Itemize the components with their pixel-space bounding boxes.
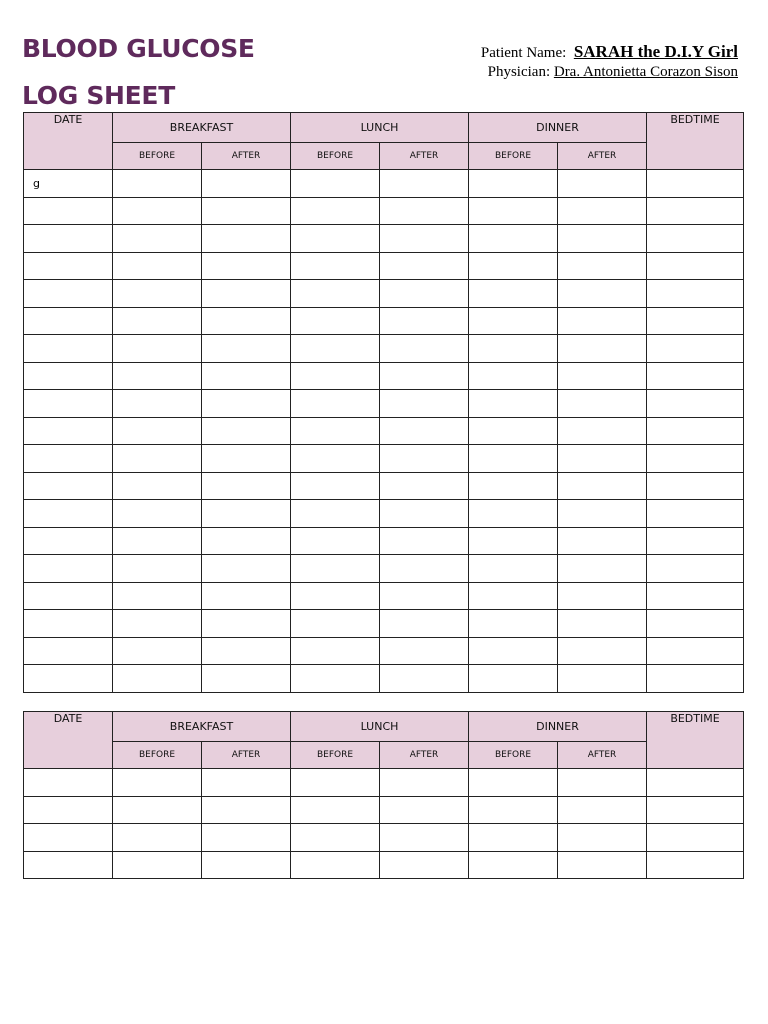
log-cell-lunch-before[interactable] (291, 472, 380, 500)
log-cell-date[interactable] (24, 362, 113, 390)
table-row (24, 225, 744, 253)
log-cell-dinner-before[interactable] (469, 170, 558, 198)
log-cell-lunch-after[interactable] (380, 170, 469, 198)
log-cell-breakfast-before[interactable] (113, 252, 202, 280)
log-cell-lunch-before[interactable] (291, 851, 380, 879)
log-cell-breakfast-before[interactable] (113, 362, 202, 390)
header-date: DATE (24, 712, 113, 769)
log-cell-breakfast-after[interactable] (202, 637, 291, 665)
log-cell-dinner-after[interactable] (558, 390, 647, 418)
log-cell-bedtime[interactable] (647, 335, 744, 363)
log-cell-bedtime[interactable] (647, 472, 744, 500)
log-cell-breakfast-before[interactable] (113, 445, 202, 473)
log-cell-lunch-after[interactable] (380, 555, 469, 583)
log-cell-dinner-after[interactable] (558, 527, 647, 555)
log-cell-date[interactable]: g (24, 170, 113, 198)
table-row (24, 555, 744, 583)
table-row (24, 637, 744, 665)
log-cell-lunch-before[interactable] (291, 637, 380, 665)
log-cell-breakfast-after[interactable] (202, 610, 291, 638)
table-row (24, 335, 744, 363)
log-cell-breakfast-after[interactable] (202, 472, 291, 500)
log-cell-dinner-after[interactable] (558, 665, 647, 693)
log-cell-lunch-after[interactable] (380, 472, 469, 500)
table-row (24, 824, 744, 852)
log-cell-dinner-before[interactable] (469, 851, 558, 879)
header-dinner-after: AFTER (558, 742, 647, 769)
log-cell-dinner-before[interactable] (469, 252, 558, 280)
table-row (24, 362, 744, 390)
log-cell-lunch-before[interactable] (291, 796, 380, 824)
log-cell-dinner-after[interactable] (558, 445, 647, 473)
header-dinner: DINNER (469, 712, 647, 742)
header-breakfast: BREAKFAST (113, 712, 291, 742)
log-cell-date[interactable] (24, 769, 113, 797)
page-title-line-2: LOG SHEET (22, 81, 175, 110)
log-cell-bedtime[interactable] (647, 582, 744, 610)
log-cell-date[interactable] (24, 252, 113, 280)
log-cell-breakfast-before[interactable] (113, 280, 202, 308)
patient-name-value: SARAH the D.I.Y Girl (573, 42, 738, 61)
log-cell-dinner-after[interactable] (558, 610, 647, 638)
log-cell-date[interactable] (24, 610, 113, 638)
log-cell-dinner-after[interactable] (558, 417, 647, 445)
log-cell-lunch-before[interactable] (291, 390, 380, 418)
table-row (24, 252, 744, 280)
log-cell-lunch-after[interactable] (380, 500, 469, 528)
header-breakfast-after: AFTER (202, 742, 291, 769)
log-cell-breakfast-after[interactable] (202, 500, 291, 528)
log-cell-breakfast-after[interactable] (202, 445, 291, 473)
log-cell-breakfast-before[interactable] (113, 307, 202, 335)
log-cell-bedtime[interactable] (647, 197, 744, 225)
log-cell-dinner-after[interactable] (558, 252, 647, 280)
log-cell-breakfast-after[interactable] (202, 335, 291, 363)
log-cell-dinner-before[interactable] (469, 796, 558, 824)
log-cell-breakfast-after[interactable] (202, 280, 291, 308)
log-cell-lunch-after[interactable] (380, 824, 469, 852)
log-cell-lunch-after[interactable] (380, 582, 469, 610)
log-cell-lunch-after[interactable] (380, 769, 469, 797)
log-cell-breakfast-after[interactable] (202, 252, 291, 280)
log-cell-breakfast-before[interactable] (113, 472, 202, 500)
log-cell-bedtime[interactable] (647, 170, 744, 198)
log-cell-breakfast-after[interactable] (202, 417, 291, 445)
table-row (24, 472, 744, 500)
log-cell-dinner-before[interactable] (469, 225, 558, 253)
log-cell-lunch-before[interactable] (291, 170, 380, 198)
physician-field (488, 64, 738, 81)
log-cell-lunch-after[interactable] (380, 637, 469, 665)
log-cell-dinner-before[interactable] (469, 445, 558, 473)
log-cell-date[interactable] (24, 335, 113, 363)
log-cell-dinner-after[interactable] (558, 824, 647, 852)
log-cell-dinner-before[interactable] (469, 555, 558, 583)
log-cell-bedtime[interactable] (647, 824, 744, 852)
log-cell-bedtime[interactable] (647, 362, 744, 390)
log-cell-dinner-after[interactable] (558, 582, 647, 610)
log-cell-breakfast-after[interactable] (202, 225, 291, 253)
table-row (24, 500, 744, 528)
log-cell-lunch-after[interactable] (380, 225, 469, 253)
log-cell-lunch-before[interactable] (291, 665, 380, 693)
log-cell-breakfast-after[interactable] (202, 197, 291, 225)
table-row (24, 582, 744, 610)
log-cell-dinner-after[interactable] (558, 197, 647, 225)
physician-label: Physician: (487, 64, 551, 80)
log-cell-date[interactable] (24, 796, 113, 824)
header-breakfast: BREAKFAST (113, 113, 291, 143)
log-cell-dinner-before[interactable] (469, 500, 558, 528)
header-dinner-before: BEFORE (469, 143, 558, 170)
log-cell-dinner-after[interactable] (558, 307, 647, 335)
log-cell-lunch-before[interactable] (291, 445, 380, 473)
log-cell-dinner-before[interactable] (469, 527, 558, 555)
header-dinner-before: BEFORE (469, 742, 558, 769)
log-cell-dinner-after[interactable] (558, 170, 647, 198)
log-cell-breakfast-before[interactable] (113, 390, 202, 418)
log-cell-breakfast-after[interactable] (202, 769, 291, 797)
table-row (24, 197, 744, 225)
log-cell-lunch-after[interactable] (380, 417, 469, 445)
log-cell-date[interactable] (24, 582, 113, 610)
log-cell-bedtime[interactable] (647, 796, 744, 824)
log-cell-lunch-before[interactable] (291, 362, 380, 390)
log-cell-bedtime[interactable] (647, 307, 744, 335)
log-cell-date[interactable] (24, 390, 113, 418)
header-dinner-after: AFTER (558, 143, 647, 170)
log-cell-dinner-before[interactable] (469, 390, 558, 418)
glucose-log-table-1 (23, 112, 744, 693)
log-cell-breakfast-before[interactable] (113, 610, 202, 638)
table-row (24, 527, 744, 555)
table-row (24, 390, 744, 418)
log-cell-date[interactable] (24, 500, 113, 528)
log-cell-breakfast-before[interactable] (113, 225, 202, 253)
log-cell-date[interactable] (24, 851, 113, 879)
log-cell-breakfast-after[interactable] (202, 307, 291, 335)
log-cell-lunch-after[interactable] (380, 665, 469, 693)
physician-value: Dra. Antonietta Corazon Sison (553, 64, 738, 80)
log-cell-lunch-before[interactable] (291, 280, 380, 308)
log-cell-lunch-after[interactable] (380, 335, 469, 363)
table-row (24, 796, 744, 824)
log-cell-dinner-after[interactable] (558, 851, 647, 879)
log-cell-breakfast-before[interactable] (113, 527, 202, 555)
log-cell-date[interactable] (24, 527, 113, 555)
log-cell-dinner-before[interactable] (469, 280, 558, 308)
log-cell-breakfast-before[interactable] (113, 637, 202, 665)
header-lunch-after: AFTER (380, 742, 469, 769)
table-row (24, 610, 744, 638)
log-cell-breakfast-before[interactable] (113, 665, 202, 693)
log-cell-bedtime[interactable] (647, 851, 744, 879)
header-bedtime: BEDTIME (647, 712, 744, 769)
log-cell-breakfast-before[interactable] (113, 796, 202, 824)
log-cell-dinner-before[interactable] (469, 197, 558, 225)
log-cell-bedtime[interactable] (647, 665, 744, 693)
log-cell-lunch-before[interactable] (291, 225, 380, 253)
log-cell-dinner-before[interactable] (469, 665, 558, 693)
log-cell-lunch-before[interactable] (291, 335, 380, 363)
log-cell-bedtime[interactable] (647, 555, 744, 583)
log-cell-dinner-before[interactable] (469, 472, 558, 500)
log-cell-date[interactable] (24, 555, 113, 583)
header-lunch-before: BEFORE (291, 143, 380, 170)
log-cell-lunch-before[interactable] (291, 824, 380, 852)
log-cell-breakfast-before[interactable] (113, 851, 202, 879)
header-dinner: DINNER (469, 113, 647, 143)
log-cell-dinner-after[interactable] (558, 500, 647, 528)
log-cell-dinner-before[interactable] (469, 824, 558, 852)
header-breakfast-before: BEFORE (113, 143, 202, 170)
table-row (24, 170, 744, 198)
header-breakfast-after: AFTER (202, 143, 291, 170)
log-cell-lunch-before[interactable] (291, 555, 380, 583)
log-cell-bedtime[interactable] (647, 225, 744, 253)
log-cell-dinner-after[interactable] (558, 472, 647, 500)
log-cell-dinner-before[interactable] (469, 582, 558, 610)
log-cell-date[interactable] (24, 472, 113, 500)
log-cell-breakfast-before[interactable] (113, 500, 202, 528)
log-cell-breakfast-before[interactable] (113, 824, 202, 852)
log-cell-date[interactable] (24, 637, 113, 665)
log-cell-lunch-before[interactable] (291, 197, 380, 225)
patient-name-field (481, 42, 738, 62)
patient-name-label: Patient Name: (480, 45, 567, 61)
log-cell-dinner-after[interactable] (558, 335, 647, 363)
log-cell-lunch-after[interactable] (380, 851, 469, 879)
log-cell-date[interactable] (24, 824, 113, 852)
log-cell-lunch-before[interactable] (291, 500, 380, 528)
log-cell-bedtime[interactable] (647, 527, 744, 555)
log-cell-breakfast-before[interactable] (113, 335, 202, 363)
log-cell-dinner-before[interactable] (469, 307, 558, 335)
header-lunch: LUNCH (291, 712, 469, 742)
log-cell-breakfast-after[interactable] (202, 796, 291, 824)
glucose-log-table-2 (23, 711, 744, 879)
table-row (24, 665, 744, 693)
log-cell-breakfast-before[interactable] (113, 417, 202, 445)
header-lunch-after: AFTER (380, 143, 469, 170)
log-cell-bedtime[interactable] (647, 390, 744, 418)
table-row (24, 417, 744, 445)
log-cell-lunch-after[interactable] (380, 362, 469, 390)
log-cell-bedtime[interactable] (647, 445, 744, 473)
log-cell-breakfast-after[interactable] (202, 362, 291, 390)
header-lunch-before: BEFORE (291, 742, 380, 769)
log-cell-date[interactable] (24, 417, 113, 445)
log-cell-lunch-after[interactable] (380, 610, 469, 638)
log-cell-lunch-before[interactable] (291, 252, 380, 280)
log-cell-dinner-before[interactable] (469, 417, 558, 445)
log-cell-lunch-before[interactable] (291, 527, 380, 555)
log-cell-bedtime[interactable] (647, 610, 744, 638)
log-cell-lunch-before[interactable] (291, 769, 380, 797)
log-cell-date[interactable] (24, 197, 113, 225)
log-cell-lunch-after[interactable] (380, 390, 469, 418)
log-cell-breakfast-before[interactable] (113, 197, 202, 225)
table-row (24, 851, 744, 879)
header-lunch: LUNCH (291, 113, 469, 143)
log-cell-breakfast-after[interactable] (202, 824, 291, 852)
log-cell-lunch-after[interactable] (380, 197, 469, 225)
log-cell-breakfast-before[interactable] (113, 769, 202, 797)
log-cell-dinner-before[interactable] (469, 610, 558, 638)
log-cell-date[interactable] (24, 280, 113, 308)
log-cell-breakfast-before[interactable] (113, 170, 202, 198)
log-cell-breakfast-before[interactable] (113, 582, 202, 610)
log-cell-breakfast-after[interactable] (202, 582, 291, 610)
log-cell-breakfast-after[interactable] (202, 555, 291, 583)
log-cell-dinner-before[interactable] (469, 335, 558, 363)
log-cell-date[interactable] (24, 445, 113, 473)
log-cell-breakfast-after[interactable] (202, 170, 291, 198)
log-cell-lunch-before[interactable] (291, 610, 380, 638)
log-cell-dinner-after[interactable] (558, 769, 647, 797)
log-cell-dinner-after[interactable] (558, 796, 647, 824)
header-bedtime: BEDTIME (647, 113, 744, 170)
log-cell-date[interactable] (24, 665, 113, 693)
log-cell-dinner-after[interactable] (558, 362, 647, 390)
log-cell-bedtime[interactable] (647, 280, 744, 308)
log-cell-breakfast-after[interactable] (202, 665, 291, 693)
log-cell-lunch-after[interactable] (380, 445, 469, 473)
log-cell-dinner-after[interactable] (558, 225, 647, 253)
log-cell-breakfast-after[interactable] (202, 527, 291, 555)
header-date: DATE (24, 113, 113, 170)
log-cell-lunch-before[interactable] (291, 307, 380, 335)
log-cell-breakfast-after[interactable] (202, 390, 291, 418)
page-title-line-1: BLOOD GLUCOSE (22, 34, 255, 63)
log-cell-lunch-before[interactable] (291, 417, 380, 445)
log-cell-dinner-after[interactable] (558, 555, 647, 583)
log-cell-lunch-after[interactable] (380, 280, 469, 308)
log-cell-breakfast-after[interactable] (202, 851, 291, 879)
log-cell-bedtime[interactable] (647, 769, 744, 797)
header-breakfast-before: BEFORE (113, 742, 202, 769)
log-cell-bedtime[interactable] (647, 500, 744, 528)
log-cell-dinner-after[interactable] (558, 280, 647, 308)
log-cell-lunch-before[interactable] (291, 582, 380, 610)
table-row (24, 769, 744, 797)
log-cell-date[interactable] (24, 225, 113, 253)
log-cell-breakfast-before[interactable] (113, 555, 202, 583)
log-cell-bedtime[interactable] (647, 637, 744, 665)
log-cell-lunch-after[interactable] (380, 527, 469, 555)
log-cell-dinner-after[interactable] (558, 637, 647, 665)
table-row (24, 307, 744, 335)
log-cell-bedtime[interactable] (647, 252, 744, 280)
log-cell-lunch-after[interactable] (380, 796, 469, 824)
table-row (24, 280, 744, 308)
log-cell-bedtime[interactable] (647, 417, 744, 445)
log-cell-date[interactable] (24, 307, 113, 335)
table-row (24, 445, 744, 473)
log-cell-lunch-after[interactable] (380, 252, 469, 280)
log-cell-dinner-before[interactable] (469, 362, 558, 390)
log-cell-dinner-before[interactable] (469, 637, 558, 665)
log-cell-lunch-after[interactable] (380, 307, 469, 335)
log-cell-dinner-before[interactable] (469, 769, 558, 797)
